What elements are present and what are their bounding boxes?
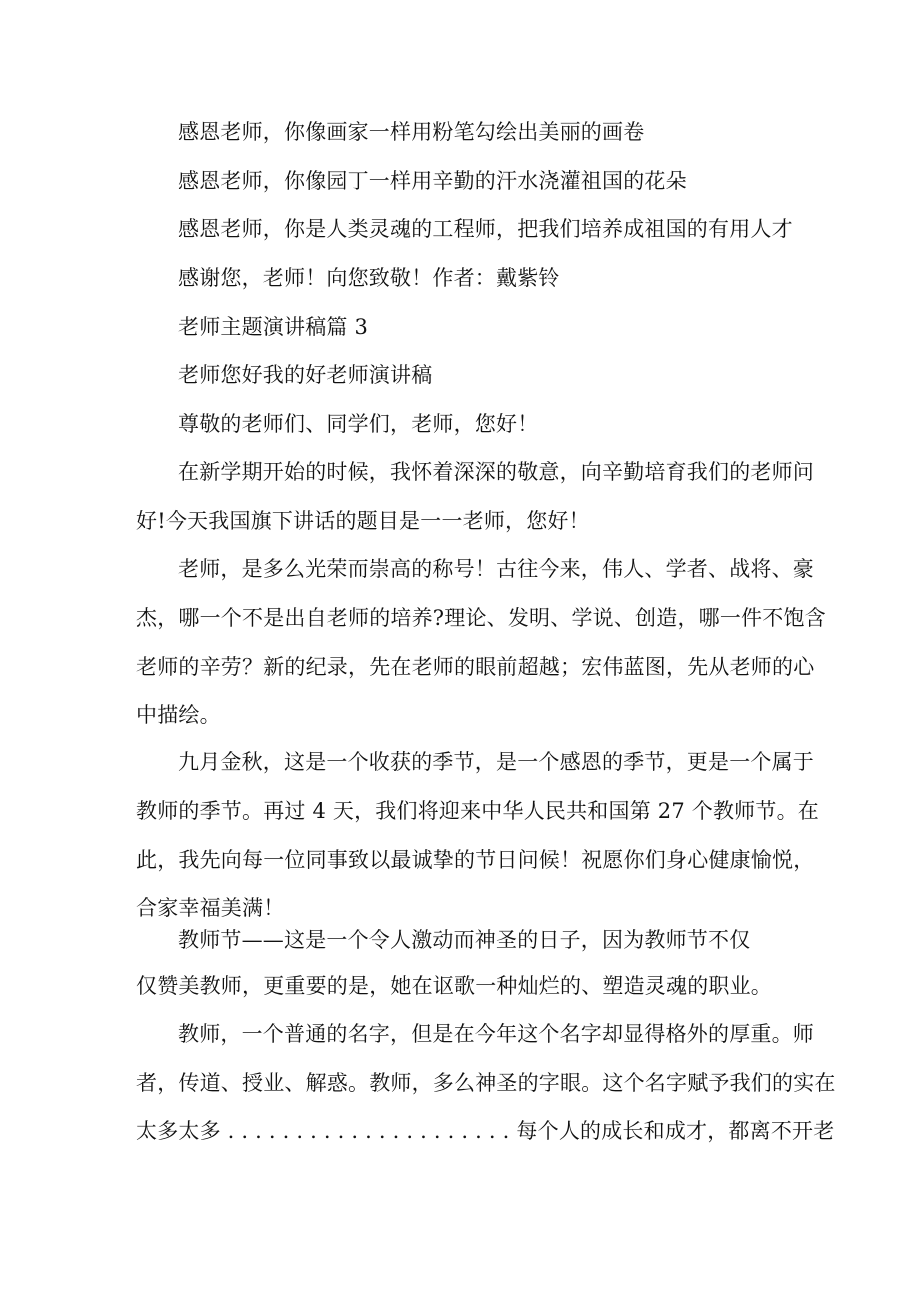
text-line: 此，我先向每一位同事致以最诚挚的节日问候！祝愿你们身心健康愉悦， — [136, 848, 815, 872]
text-line: 教师的季节。再过 4 天，我们将迎来中华人民共和国第 27 个教师节。在 — [136, 799, 819, 823]
text-line: 在新学期开始的时候，我怀着深深的敬意，向辛勤培育我们的老师问 — [178, 460, 814, 484]
text-line: 好!今天我国旗下讲话的题目是一一老师，您好！ — [136, 509, 590, 533]
text-line: 老师您好我的好老师演讲稿 — [178, 363, 433, 387]
text-line: 感恩老师，你像画家一样用粉笔勾绘出美丽的画卷 — [178, 120, 645, 144]
text-line: 感恩老师，你像园丁一样用辛勤的汗水浇灌祖国的花朵 — [178, 169, 687, 193]
text-line: 感谢您，老师！向您致敬！作者：戴紫铃 — [178, 266, 560, 290]
text-line: 太多太多 . . . . . . . . . . . . . . . . . . . . . 每个人的成长和成才，都离不开老 — [136, 1119, 835, 1143]
text-line: 教师节——这是一个令人激动而神圣的日子，因为教师节不仅 — [178, 928, 751, 952]
text-line: 尊敬的老师们、同学们，老师，您好！ — [178, 412, 539, 436]
text-line: 中描绘。 — [136, 703, 221, 727]
text-line: 杰，哪一个不是出自老师的培养?理论、发明、学说、创造，哪一件不饱含 — [136, 606, 826, 630]
text-line: 合家幸福美满！ — [136, 896, 285, 920]
text-line: 老师的辛劳？新的纪录，先在老师的眼前超越；宏伟蓝图，先从老师的心 — [136, 655, 815, 679]
text-line: 老师，是多么光荣而崇高的称号！古往今来，伟人、学者、战将、豪 — [178, 557, 814, 581]
text-line: 者，传道、授业、解惑。教师，多么神圣的字眼。这个名字赋予我们的实在 — [136, 1071, 836, 1095]
text-line: 仅赞美教师，更重要的是，她在讴歌一种灿烂的、塑造灵魂的职业。 — [136, 974, 772, 998]
text-line: 教师，一个普通的名字，但是在今年这个名字却显得格外的厚重。师 — [178, 1022, 814, 1046]
text-line: 老师主题演讲稿篇 3 — [178, 315, 369, 339]
text-line: 感恩老师，你是人类灵魂的工程师，把我们培养成祖国的有用人才 — [178, 217, 793, 241]
text-line: 九月金秋，这是一个收获的季节，是一个感恩的季节，更是一个属于 — [178, 750, 814, 774]
